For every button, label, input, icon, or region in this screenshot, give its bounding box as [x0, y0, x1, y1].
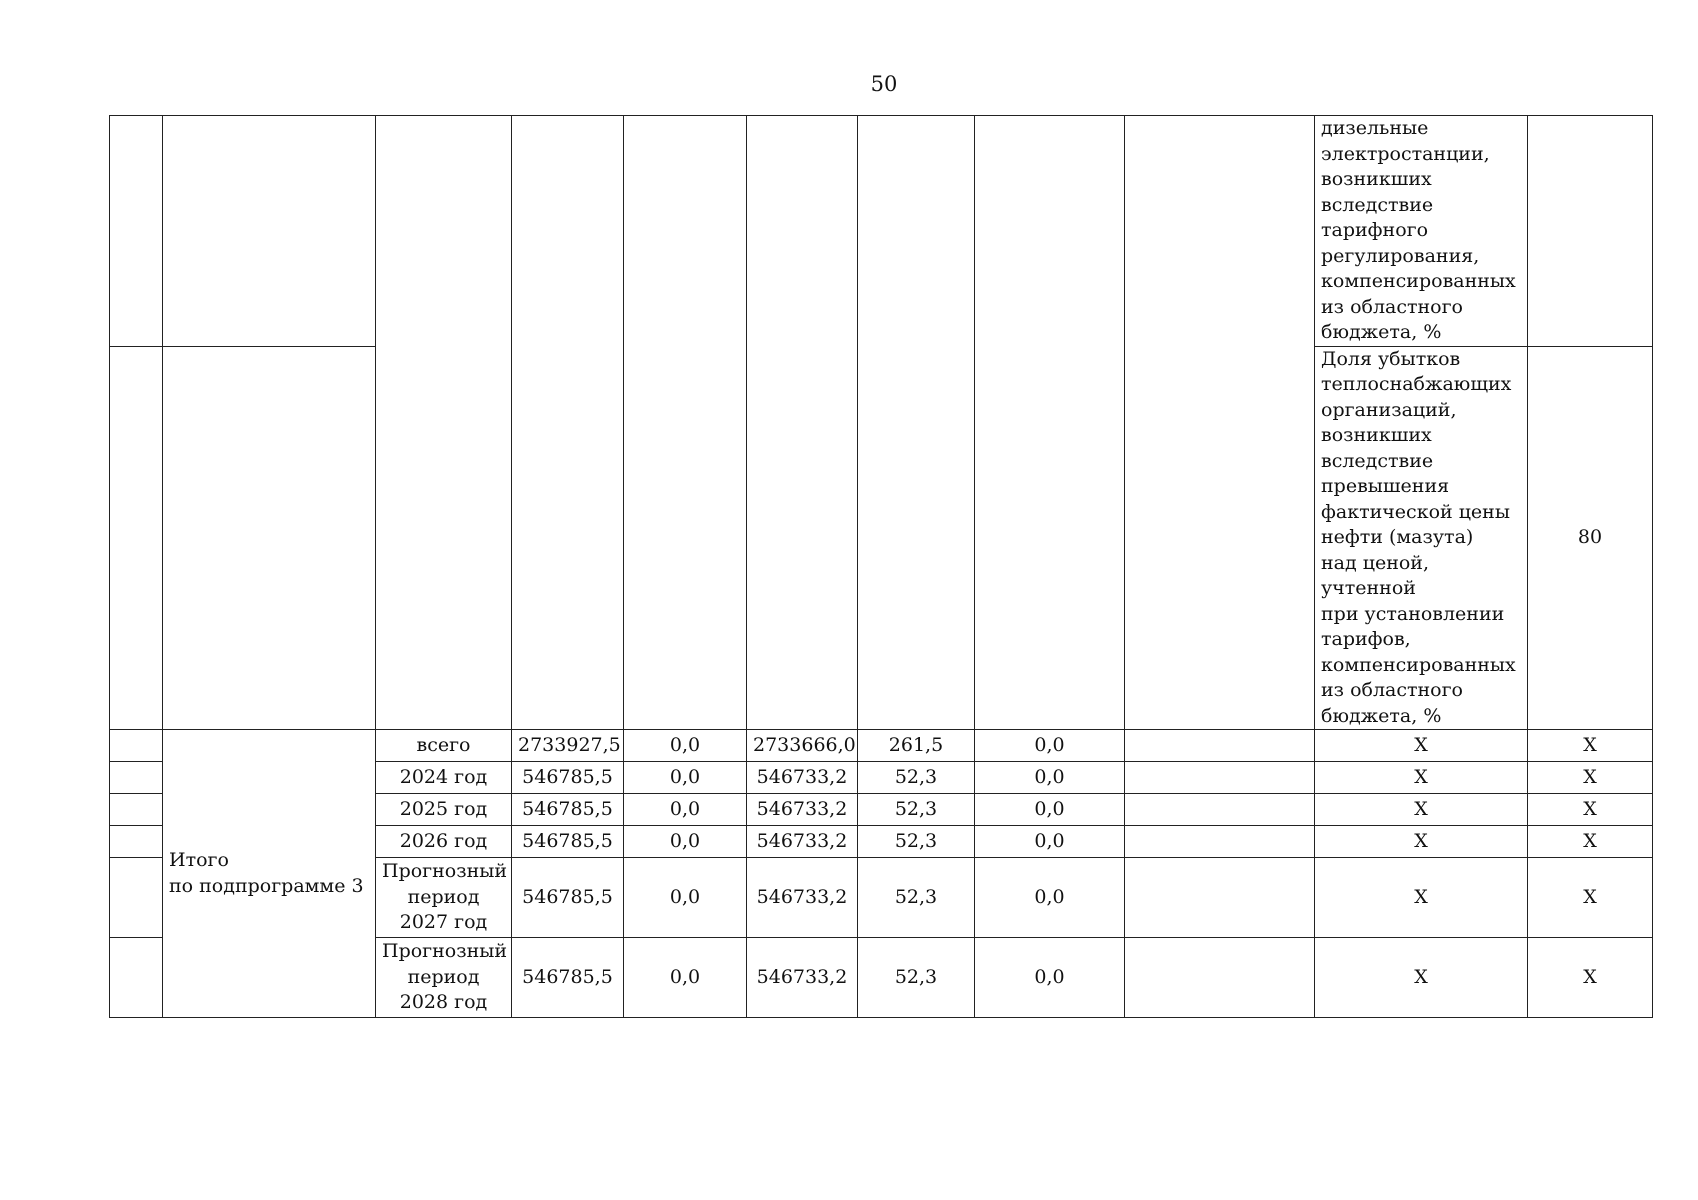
x-mark: X	[1528, 762, 1653, 794]
funding-cell	[975, 116, 1125, 730]
period-cell	[376, 116, 512, 730]
funding-value: 0,0	[975, 938, 1125, 1018]
subprogram-total-label	[163, 730, 376, 1018]
funding-cell	[858, 116, 975, 730]
row-number-cell	[110, 346, 163, 730]
budget-table	[109, 115, 1653, 1018]
period-text: Прогнозный период 2027 год	[382, 860, 508, 934]
funding-value: 0,0	[975, 826, 1125, 858]
x-mark: X	[1528, 826, 1653, 858]
x-mark: X	[1315, 858, 1528, 938]
total-value: 546785,5	[512, 938, 624, 1018]
x-mark: X	[1528, 938, 1653, 1018]
x-mark: X	[1315, 730, 1528, 762]
funding-value: 0,0	[624, 858, 747, 938]
indicator-value	[1528, 116, 1653, 347]
period-cell: 2026 год	[376, 826, 512, 858]
funding-value: 546733,2	[747, 938, 858, 1018]
funding-value: 0,0	[975, 794, 1125, 826]
funding-value: 261,5	[858, 730, 975, 762]
funding-value: 0,0	[624, 762, 747, 794]
row-number-cell	[110, 794, 163, 826]
row-number-cell	[110, 730, 163, 762]
funding-value: 0,0	[624, 938, 747, 1018]
funding-value: 0,0	[624, 826, 747, 858]
period-text: Прогнозный период 2028 год	[382, 940, 508, 1014]
page-number: 50	[870, 72, 898, 96]
executor-cell	[1125, 116, 1315, 730]
period-cell: 2025 год	[376, 794, 512, 826]
funding-cell	[747, 116, 858, 730]
funding-cell	[624, 116, 747, 730]
x-mark: X	[1315, 762, 1528, 794]
total-value: 2733927,5	[512, 730, 624, 762]
indicator-name	[1315, 346, 1528, 730]
x-mark: X	[1315, 826, 1528, 858]
funding-value: 2733666,0	[747, 730, 858, 762]
indicator-value: 80	[1528, 346, 1653, 730]
funding-value: 546733,2	[747, 826, 858, 858]
row-number-cell	[110, 762, 163, 794]
funding-value: 0,0	[975, 762, 1125, 794]
funding-value: 0,0	[624, 794, 747, 826]
x-mark: X	[1528, 794, 1653, 826]
period-cell: 2024 год	[376, 762, 512, 794]
executor-cell	[1125, 938, 1315, 1018]
total-value: 546785,5	[512, 826, 624, 858]
measure-name-cell	[163, 346, 376, 730]
period-cell	[376, 938, 512, 1018]
total-label-text: Итого по подпрограмме 3	[169, 849, 364, 897]
funding-value: 52,3	[858, 762, 975, 794]
x-mark: X	[1528, 730, 1653, 762]
funding-value: 52,3	[858, 858, 975, 938]
row-number-cell	[110, 938, 163, 1018]
x-mark: X	[1315, 938, 1528, 1018]
funding-value: 52,3	[858, 794, 975, 826]
executor-cell	[1125, 794, 1315, 826]
executor-cell	[1125, 826, 1315, 858]
executor-cell	[1125, 762, 1315, 794]
row-number-cell	[110, 116, 163, 347]
indicator-row	[110, 116, 1653, 347]
row-number-cell	[110, 826, 163, 858]
total-value: 546785,5	[512, 794, 624, 826]
funding-value: 546733,2	[747, 794, 858, 826]
indicator-text: Доля убытков теплоснабжающих организаций, возникших вследствие превышения фактической цены нефти (мазута) над ценой, учтенной при установлении тарифов, компенсированных из областного бюджета, %	[1321, 347, 1516, 727]
funding-value: 52,3	[858, 826, 975, 858]
period-cell	[376, 858, 512, 938]
x-mark: X	[1315, 794, 1528, 826]
executor-cell	[1125, 730, 1315, 762]
funding-value: 52,3	[858, 938, 975, 1018]
funding-value: 546733,2	[747, 762, 858, 794]
executor-cell	[1125, 858, 1315, 938]
indicator-text: дизельные электростанции, возникших вследствие тарифного регулирования, компенсированных из областного бюджета, %	[1321, 117, 1516, 343]
funding-value: 0,0	[624, 730, 747, 762]
total-value: 546785,5	[512, 762, 624, 794]
total-cell	[512, 116, 624, 730]
row-number-cell	[110, 858, 163, 938]
total-row	[110, 730, 1653, 762]
measure-name-cell	[163, 116, 376, 347]
funding-value: 546733,2	[747, 858, 858, 938]
total-value: 546785,5	[512, 858, 624, 938]
funding-value: 0,0	[975, 858, 1125, 938]
funding-value: 0,0	[975, 730, 1125, 762]
indicator-name	[1315, 116, 1528, 347]
x-mark: X	[1528, 858, 1653, 938]
period-cell: всего	[376, 730, 512, 762]
